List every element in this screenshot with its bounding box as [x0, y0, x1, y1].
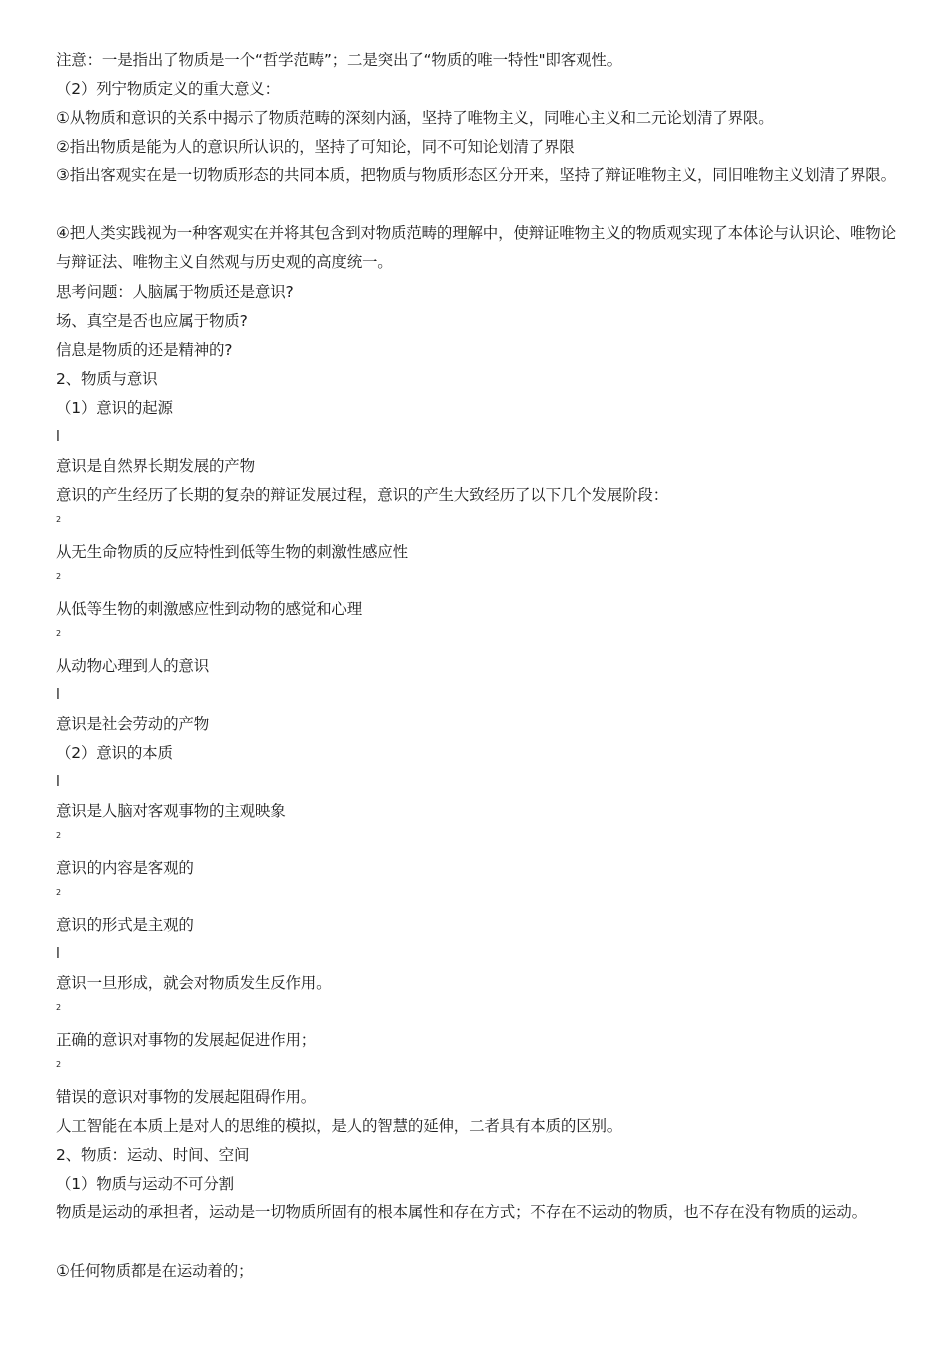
sub-bullet-marker: 2 — [56, 888, 61, 897]
text-line: 意识一旦形成，就会对物质发生反作用。 — [56, 974, 332, 992]
text-line: 从动物心理到人的意识 — [56, 657, 210, 675]
section-heading: 2、物质与意识 — [56, 370, 158, 388]
text-line: 正确的意识对事物的发展起促进作用； — [56, 1031, 317, 1049]
text-line: 错误的意识对事物的发展起阻碍作用。 — [56, 1088, 317, 1106]
sub-bullet-marker: 2 — [56, 1060, 61, 1069]
text-line: 意识的产生经历了长期的复杂的辩证发展过程，意识的产生大致经历了以下几个发展阶段： — [56, 486, 669, 504]
bullet-marker: l — [56, 774, 60, 790]
bullet-marker: l — [56, 687, 60, 703]
bullet-marker: l — [56, 429, 60, 445]
sub-bullet-marker: 2 — [56, 1003, 61, 1012]
question-line: 信息是物质的还是精神的? — [56, 341, 233, 359]
subsection-heading: （1）物质与运动不可分割 — [56, 1175, 234, 1193]
question-line: 场、真空是否也应属于物质? — [56, 312, 248, 330]
text-line: 人工智能在本质上是对人的思维的模拟，是人的智慧的延伸，二者具有本质的区别。 — [56, 1117, 623, 1135]
significance-point-3: ③指出客观实在是一切物质形态的共同本质，把物质与物质形态区分开来，坚持了辩证唯物主义，同旧唯物主义划清了界限。 — [56, 166, 896, 184]
significance-point-4: ④把人类实践视为一种客观实在并将其包含到对物质范畴的理解中，使辩证唯物主义的物质观实现了本体论与认识论、唯物论与辩证法、唯物主义自然观与历史观的高度统一。 — [56, 224, 896, 271]
question-line: 思考问题：人脑属于物质还是意识? — [56, 283, 294, 301]
text-line: 物质是运动的承担者，运动是一切物质所固有的根本属性和存在方式；不存在不运动的物质，也不存在没有物质的运动。 — [56, 1203, 867, 1221]
section-heading: （2）列宁物质定义的重大意义： — [56, 80, 280, 98]
subsection-heading: （1）意识的起源 — [56, 399, 173, 417]
text-line: ①任何物质都是在运动着的； — [56, 1262, 254, 1280]
significance-point-1: ①从物质和意识的关系中揭示了物质范畴的深刻内涵，坚持了唯物主义，同唯心主义和二元论划清了界限。 — [56, 109, 774, 127]
text-line: 意识的形式是主观的 — [56, 916, 194, 934]
subsection-heading: （2）意识的本质 — [56, 744, 173, 762]
text-line: 从无生命物质的反应特性到低等生物的刺激性感应性 — [56, 543, 408, 561]
sub-bullet-marker: 2 — [56, 831, 61, 840]
text-line: 意识是人脑对客观事物的主观映象 — [56, 802, 286, 820]
bullet-marker: l — [56, 946, 60, 962]
sub-bullet-marker: 2 — [56, 572, 61, 581]
sub-bullet-marker: 2 — [56, 515, 61, 524]
text-line: 意识是社会劳动的产物 — [56, 715, 210, 733]
text-line: 意识是自然界长期发展的产物 — [56, 457, 255, 475]
note-line: 注意：一是指出了物质是一个“哲学范畴”；二是突出了“物质的唯一特性"即客观性。 — [56, 51, 622, 69]
significance-point-2: ②指出物质是能为人的意识所认识的，坚持了可知论，同不可知论划清了界限 — [56, 138, 575, 156]
section-heading: 2、物质：运动、时间、空间 — [56, 1146, 250, 1164]
sub-bullet-marker: 2 — [56, 629, 61, 638]
text-line: 从低等生物的刺激感应性到动物的感觉和心理 — [56, 600, 363, 618]
text-line: 意识的内容是客观的 — [56, 859, 194, 877]
